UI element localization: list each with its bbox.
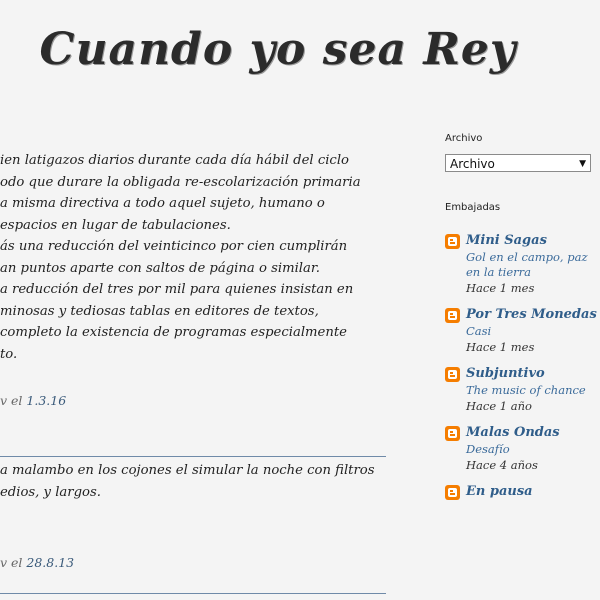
post-body bbox=[0, 460, 386, 503]
blogger-icon bbox=[445, 485, 460, 500]
post-line: odo que durare la obligada re-escolarización primaria bbox=[0, 174, 361, 190]
post-divider bbox=[0, 456, 386, 457]
blog-title[interactable]: Cuando yo sea Rey bbox=[39, 24, 517, 75]
blogroll-item bbox=[445, 365, 600, 415]
post-line: an puntos aparte con saltos de página o similar. bbox=[0, 260, 320, 276]
post-line: to. bbox=[0, 346, 18, 362]
post-date-link[interactable]: 28.8.13 bbox=[26, 555, 75, 570]
blog-post-time: Hace 4 años bbox=[466, 458, 538, 472]
blogroll-widget bbox=[445, 202, 600, 501]
post-line: ien latigazos diarios durante cada día hábil del ciclo bbox=[0, 153, 349, 168]
post-line: completo la existencia de programas especialmente bbox=[0, 325, 347, 340]
post-body bbox=[0, 150, 361, 365]
blogger-icon bbox=[445, 367, 460, 382]
blogroll-item bbox=[445, 306, 600, 356]
blog-post-link[interactable]: Casi bbox=[466, 324, 492, 338]
post-date-link[interactable]: 1.3.16 bbox=[26, 393, 67, 408]
blog-post-time: Hace 1 año bbox=[466, 399, 532, 413]
dropdown-arrow-icon: ▼ bbox=[579, 159, 586, 169]
blogger-icon bbox=[445, 234, 460, 249]
post-line: espacios en lugar de tabulaciones. bbox=[0, 217, 231, 233]
blog-post-link[interactable]: Desafío bbox=[466, 442, 510, 456]
post-line: ás una reducción del veinticinco por cien cumplirán bbox=[0, 239, 348, 254]
post-footer bbox=[0, 555, 74, 573]
blogger-icon bbox=[445, 426, 460, 441]
post-line: edios, y largos. bbox=[0, 484, 101, 500]
blog-post-time: Hace 1 mes bbox=[466, 281, 535, 295]
blogroll-item bbox=[445, 424, 600, 474]
archive-select[interactable] bbox=[445, 154, 591, 172]
post-line: a reducción del tres por mil para quienes insistan en bbox=[0, 282, 354, 297]
blog-name-link[interactable]: Subjuntivo bbox=[466, 366, 545, 381]
blog-name-link[interactable]: En pausa bbox=[466, 484, 533, 499]
post bbox=[0, 150, 361, 411]
post bbox=[0, 460, 386, 503]
blogger-icon bbox=[445, 308, 460, 323]
sidebar bbox=[445, 133, 600, 510]
post-line: a misma directiva a todo aquel sujeto, humano o bbox=[0, 196, 325, 211]
blog-name-link[interactable]: Mini Sagas bbox=[466, 233, 547, 248]
blog-name-link[interactable]: Malas Ondas bbox=[466, 425, 560, 440]
post-footer-prefix: v el bbox=[0, 393, 27, 408]
blogroll-item bbox=[445, 232, 600, 297]
blog-post-time: Hace 1 mes bbox=[466, 340, 535, 354]
post-footer bbox=[0, 393, 361, 411]
blog-name-link[interactable]: Por Tres Monedas bbox=[466, 307, 597, 322]
post-line: minosas y tediosas tablas en editores de textos, bbox=[0, 303, 319, 319]
blogroll-widget-title: Embajadas bbox=[445, 202, 501, 213]
post-divider bbox=[0, 593, 386, 594]
post-line: a malambo en los cojones el simular la noche con filtros bbox=[0, 463, 375, 478]
post-footer-prefix: v el bbox=[0, 555, 27, 570]
blog-post-link[interactable]: Gol en el campo, paz en la tierra bbox=[466, 250, 588, 279]
blog-post-link[interactable]: The music of chance bbox=[466, 383, 586, 397]
blogroll-item bbox=[445, 483, 600, 501]
archive-widget-title: Archivo bbox=[445, 133, 483, 144]
archive-select-value: Archivo bbox=[450, 157, 495, 171]
